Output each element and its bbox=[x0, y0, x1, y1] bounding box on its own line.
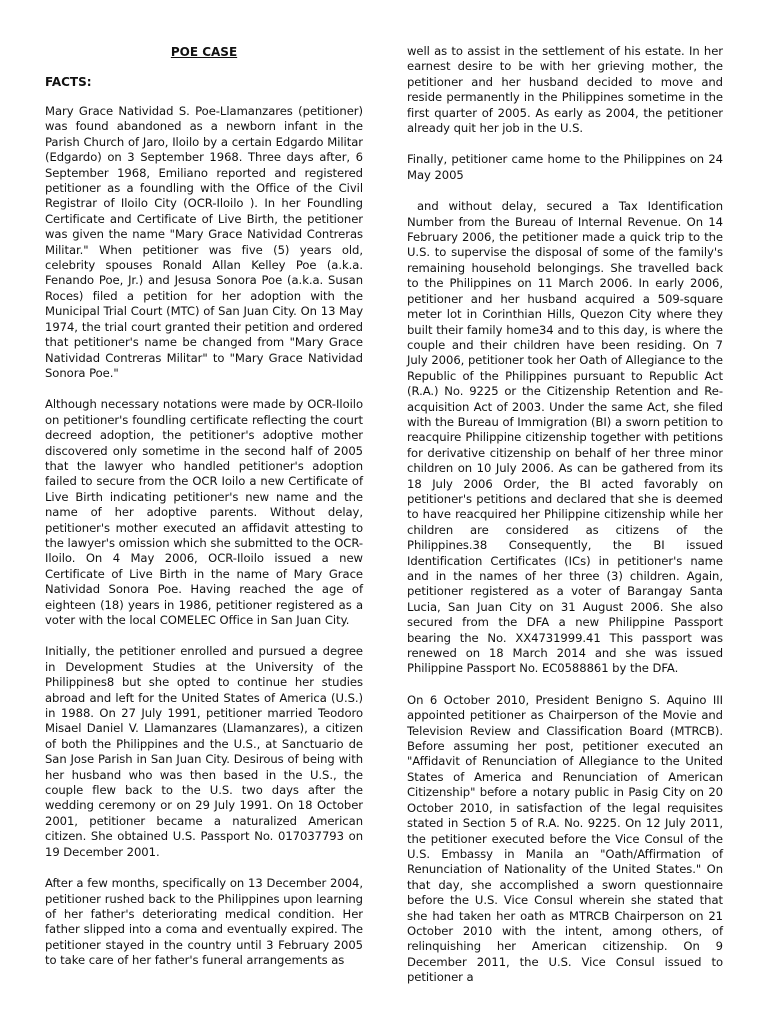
paragraph-us-naturalization: Initially, the petitioner enrolled and pursued a degree in Development Studies at the University of the Philippines8 but she opted to continue her studies abroad and left for the United States of America (U.S.) in 1988. On 27 July 1991, petitioner married Teodoro Misael Daniel V. Llamanzares (Llamanzares), a citizen of both the Philippines and the U.S., at Sanctuario de San Jose Parish in San Juan City. Desirous of being with her husband who was then based in the U.S., the couple flew back to the U.S. two days after the wedding ceremony or on 29 July 1991. On 18 October 2001, petitioner became a naturalized American citizen. She obtained U.S. Passport No. 017037793 on 19 December 2001. bbox=[45, 644, 363, 859]
paragraph-foundling: Mary Grace Natividad S. Poe-Llamanzares (petitioner) was found abandoned as a newborn infant in the Parish Church of Jaro, Iloilo by a certain Edgardo Militar (Edgardo) on 3 September 1968. Three days after, 6 September 1968, Emiliano reported and registered petitioner as a foundling with the Office of the Civil Registrar of Iloilo City (OCR-Iloilo ). In her Foundling Certificate and Certificate of Live Birth, the petitioner was given the name "Mary Grace Natividad Contreras Militar." When petitioner was five (5) years old, celebrity spouses Ronald Allan Kelley Poe (a.k.a. Fenando Poe, Jr.) and Jesusa Sonora Poe (a.k.a. Susan Roces) filed a petition for her adoption with the Municipal Trial Court (MTC) of San Juan City. On 13 May 1974, the trial court granted their petition and ordered that petitioner's name be changed from "Mary Grace Natividad Contreras Militar" to "Mary Grace Natividad Sonora Poe." bbox=[45, 104, 363, 380]
facts-heading: FACTS: bbox=[45, 75, 92, 89]
paragraph-citizenship-reacquisition: and without delay, secured a Tax Identification Number from the Bureau of Internal Revenue. On 14 February 2006, the petitioner made a quick trip to the U.S. to supervise the disposal of some of the family's remaining household belongings. She travelled back to the Philippines on 11 March 2006. In early 2006, petitioner and her husband acquired a 509-square meter lot in Corinthian Hills, Quezon City where they built their family home34 and to this day, is where the couple and their children have been residing. On 7 July 2006, petitioner took her Oath of Allegiance to the Republic of the Philippines pursuant to Republic Act (R.A.) No. 9225 or the Citizenship Retention and Re-acquisition Act of 2003. Under the same Act, she filed with the Bureau of Immigration (BI) a sworn petition to reacquire Philippine citizenship together with petitions for derivative citizenship on behalf of her three minor children on 10 July 2006. As can be gathered from its 18 July 2006 Order, the BI acted favorably on petitioner's petitions and declared that she is deemed to have reacquired her Philippine citizenship while her children are considered as citizens of the Philippines.38 Consequently, the BI issued Identification Certificates (ICs) in petitioner's name and in the names of her three (3) children. Again, petitioner registered as a voter of Barangay Santa Lucia, San Juan City on 31 August 2006. She also secured from the DFA a new Philippine Passport bearing the No. XX4731999.41 This passport was renewed on 18 March 2014 and she was issued Philippine Passport No. EC0588861 by the DFA. bbox=[407, 199, 723, 676]
paragraph-return-2004: After a few months, specifically on 13 December 2004, petitioner rushed back to the Philippines upon learning of her father's deteriorating medical condition. Her father slipped into a coma and eventually expired. The petitioner stayed in the country until 3 February 2005 to take care of her father's funeral arrangements as bbox=[45, 876, 363, 968]
paragraph-homecoming: Finally, petitioner came home to the Philippines on 24 May 2005 bbox=[407, 152, 723, 182]
paragraph-mtrcb-renunciation: On 6 October 2010, President Benigno S. Aquino III appointed petitioner as Chairperson of the Movie and Television Review and Classification Board (MTRCB). Before assuming her post, petitioner executed an "Affidavit of Renunciation of Allegiance to the United States of America and Renunciation of American Citizenship" before a notary public in Pasig City on 20 October 2010, in satisfaction of the legal requisites stated in Section 5 of R.A. No. 9225. On 12 July 2011, the petitioner executed before the Vice Consul of the U.S. Embassy in Manila an "Oath/Affirmation of Renunciation of Nationality of the United States." On that day, she accomplished a sworn questionnaire before the U.S. Vice Consul wherein she stated that she had taken her oath as MTRCB Chairperson on 21 October 2010 with the intent, among others, of relinquishing her American citizenship. On 9 December 2011, the U.S. Vice Consul issued to petitioner a bbox=[407, 692, 723, 985]
right-column bbox=[407, 44, 723, 1002]
left-column bbox=[45, 44, 363, 985]
paragraph-estate-settlement: well as to assist in the settlement of his estate. In her earnest desire to be with her grieving mother, the petitioner and her husband decided to move and reside permanently in the Philippines sometime in the first quarter of 2005. As early as 2004, the petitioner already quit her job in the U.S. bbox=[407, 44, 723, 136]
document-title: POE CASE bbox=[170, 45, 238, 59]
paragraph-birth-certificate: Although necessary notations were made by OCR-Iloilo on petitioner's foundling certificate reflecting the court decreed adoption, the petitioner's adoptive mother discovered only sometime in the second half of 2005 that the lawyer who handled petitioner's adoption failed to secure from the OCR Ioilo a new Certificate of Live Birth indicating petitioner's new name and the name of her adoptive parents. Without delay, petitioner's mother executed an affidavit attesting to the lawyer's omission which she submitted to the OCR-Iloilo. On 4 May 2006, OCR-Iloilo issued a new Certificate of Live Birth in the name of Mary Grace Natividad Sonora Poe. Having reached the age of eighteen (18) years in 1986, petitioner registered as a voter with the local COMELEC Office in San Juan City. bbox=[45, 397, 363, 627]
